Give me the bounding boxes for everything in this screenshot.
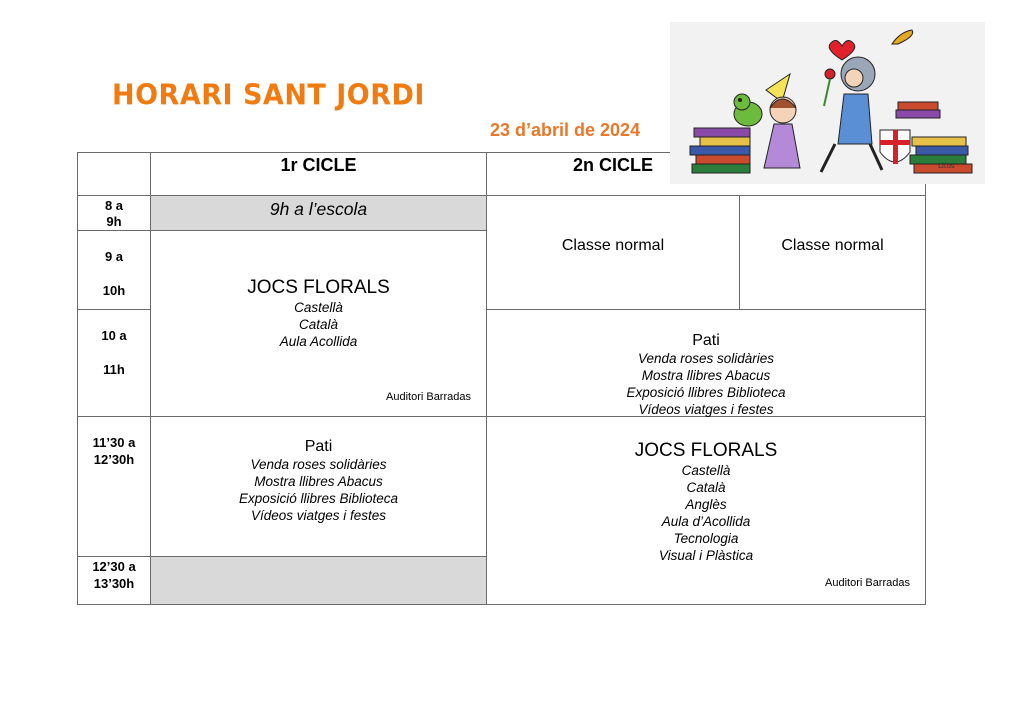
sant-jordi-kids-books-illustration <box>670 22 985 184</box>
time-slot-4: 11’30 a 12’30h <box>92 435 136 467</box>
time-slot-5: 12’30 a 13’30h <box>92 559 136 591</box>
event-date: 23 d’abril de 2024 <box>490 120 641 140</box>
c1-jocs-florals: JOCS FLORALS Castellà Català Aula Acollida <box>151 277 486 350</box>
artist-signature: Litus <box>938 162 955 170</box>
time-slot-2: 9 a 10h <box>102 249 126 298</box>
header-2n-cicle: 2n CICLE <box>572 155 653 175</box>
c2-jocs-title: JOCS FLORALS <box>634 440 778 461</box>
page-title: HORARI SANT JORDI <box>112 79 425 112</box>
time-slot-1: 8 a 9h <box>104 198 124 229</box>
c1-pati: Pati Venda roses solidàries Mostra llibres Abacus Exposició llibres Biblioteca Vídeos viatges i festes <box>238 438 399 523</box>
batx-classe-normal: Classe normal <box>781 237 884 254</box>
empty-cell-bg <box>151 557 486 604</box>
header-1r-cicle: 1r CICLE <box>280 155 357 175</box>
c2-jocs-place: Auditori Barradas <box>825 577 910 589</box>
time-slot-3: 10 a 11h <box>101 328 127 377</box>
c1-jocs-title: JOCS FLORALS <box>247 277 390 298</box>
c2-jocs-florals: JOCS FLORALS Castellà Català Anglès Aula d’Acollida Tecnologia Visual i Plàstica <box>487 440 925 564</box>
c1-jocs-place: Auditori Barradas <box>386 391 471 403</box>
arrival-text: 9h a l’escola <box>269 199 368 219</box>
c2-classe-normal: Classe normal <box>561 237 665 254</box>
c2-pati: Pati Venda roses solidàries Mostra llibres Abacus Exposició llibres Biblioteca Vídeos viatges i festes <box>626 332 786 417</box>
book-stack-left-icon <box>690 128 750 173</box>
